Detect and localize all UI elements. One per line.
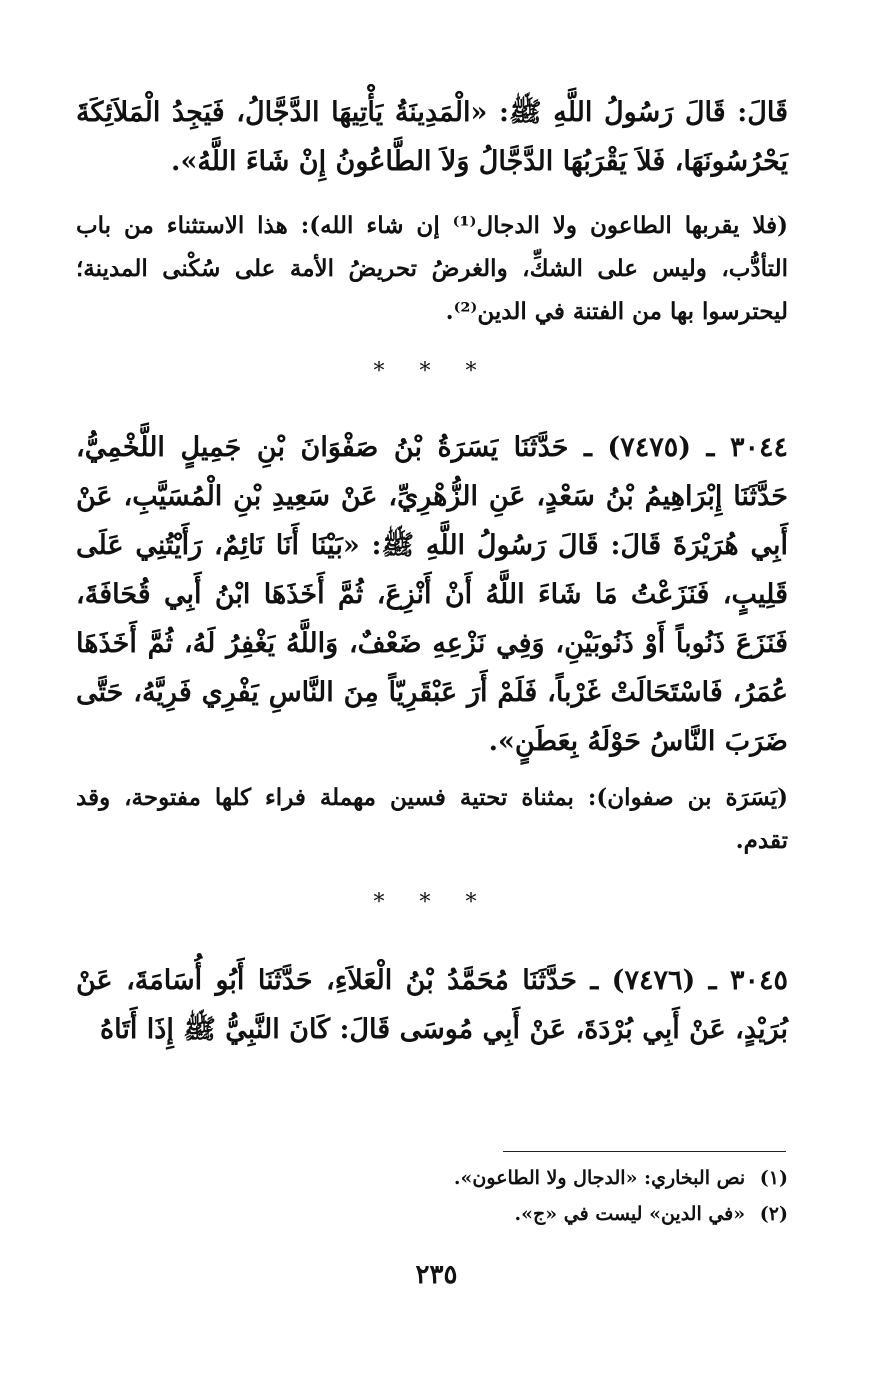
hadith-text-continuation: قَالَ: قَالَ رَسُولُ اللَّهِ ﷺ: «الْمَدِينَةُ يَأْتِيهَا الدَّجَّالُ، فَيَجِدُ الْمَلاَئِكَةَ يَحْرُسُونَهَا، فَلاَ يَقْرَبُهَا الدَّجَّالُ وَلاَ الطَّاعُونُ إِنْ شَاءَ اللَّهُ». (76, 97, 788, 177)
commentary-paragraph: (فلا يقربها الطاعون ولا الدجال⁽¹⁾ إن شاء الله): هذا الاستثناء من باب التأدُّب، وليس على الشكِّ، والغرضُ تحريضُ الأمة على سُكْنى المدينة؛ ليحترسوا بها من الفتنة في الدين⁽²⁾. (76, 212, 788, 325)
section-separator: * * * (373, 890, 491, 915)
footnote (76, 1200, 788, 1228)
section-separator: * * * (373, 359, 491, 384)
footnote-divider (503, 1151, 786, 1152)
footnotes (76, 1164, 788, 1236)
page-body (76, 88, 788, 1054)
footnote-text: «في الدين» ليست في «ج». (514, 1203, 746, 1225)
footnote (76, 1164, 788, 1192)
footnote-text: نص البخاري: «الدجال ولا الطاعون». (453, 1167, 746, 1189)
hadith-3045: ٣٠٤٥ ـ (٧٤٧٦) ـ حَدَّثَنَا مُحَمَّدُ بْنُ الْعَلاَءِ، حَدَّثَنَا أَبُو أُسَامَةَ، عَنْ بُرَيْدٍ، عَنْ أَبِي بُرْدَةَ، عَنْ أَبِي مُوسَى قَالَ: كَانَ النَّبِيُّ ﷺ إِذَا أَتَاهُ (76, 965, 788, 1045)
page-number: ٢٣٥ (415, 1260, 458, 1290)
hadith-3044: ٣٠٤٤ ـ (٧٤٧٥) ـ حَدَّثَنَا يَسَرَةُ بْنُ صَفْوَانَ بْنِ جَمِيلٍ اللَّخْمِيُّ، حَدَّثَنَا إِبْرَاهِيمُ بْنُ سَعْدٍ، عَنِ الزُّهْرِيِّ، عَنْ سَعِيدِ بْنِ الْمُسَيَّبِ، عَنْ أَبِي هُرَيْرَةَ قَالَ: قَالَ رَسُولُ اللَّهِ ﷺ: «بَيْنَا أَنَا نَائِمٌ، رَأَيْتُنِي عَلَى قَلِيبٍ، فَنَزَعْتُ مَا شَاءَ اللَّهُ أَنْ أَنْزِعَ، ثُمَّ أَخَذَهَا ابْنُ أَبِي قُحَافَةَ، فَنَزَعَ ذَنُوباً أَوْ ذَنُوبَيْنِ، وَفِي نَزْعِهِ ضَعْفٌ، وَاللَّهُ يَغْفِرُ لَهُ، ثُمَّ أَخَذَهَا عُمَرُ، فَاسْتَحَالَتْ غَرْباً، فَلَمْ أَرَ عَبْقَرِيّاً مِنَ النَّاسِ يَفْرِي فَرِيَّهُ، حَتَّى ضَرَبَ النَّاسُ حَوْلَهُ بِعَطَنٍ». (76, 432, 788, 757)
footnote-number: (٢) (759, 1203, 788, 1225)
footnote-number: (١) (759, 1167, 788, 1189)
commentary-paragraph: (يَسَرَة بن صفوان): بمثناة تحتية فسين مهملة فراء كلها مفتوحة، وقد تقدم. (76, 784, 788, 854)
